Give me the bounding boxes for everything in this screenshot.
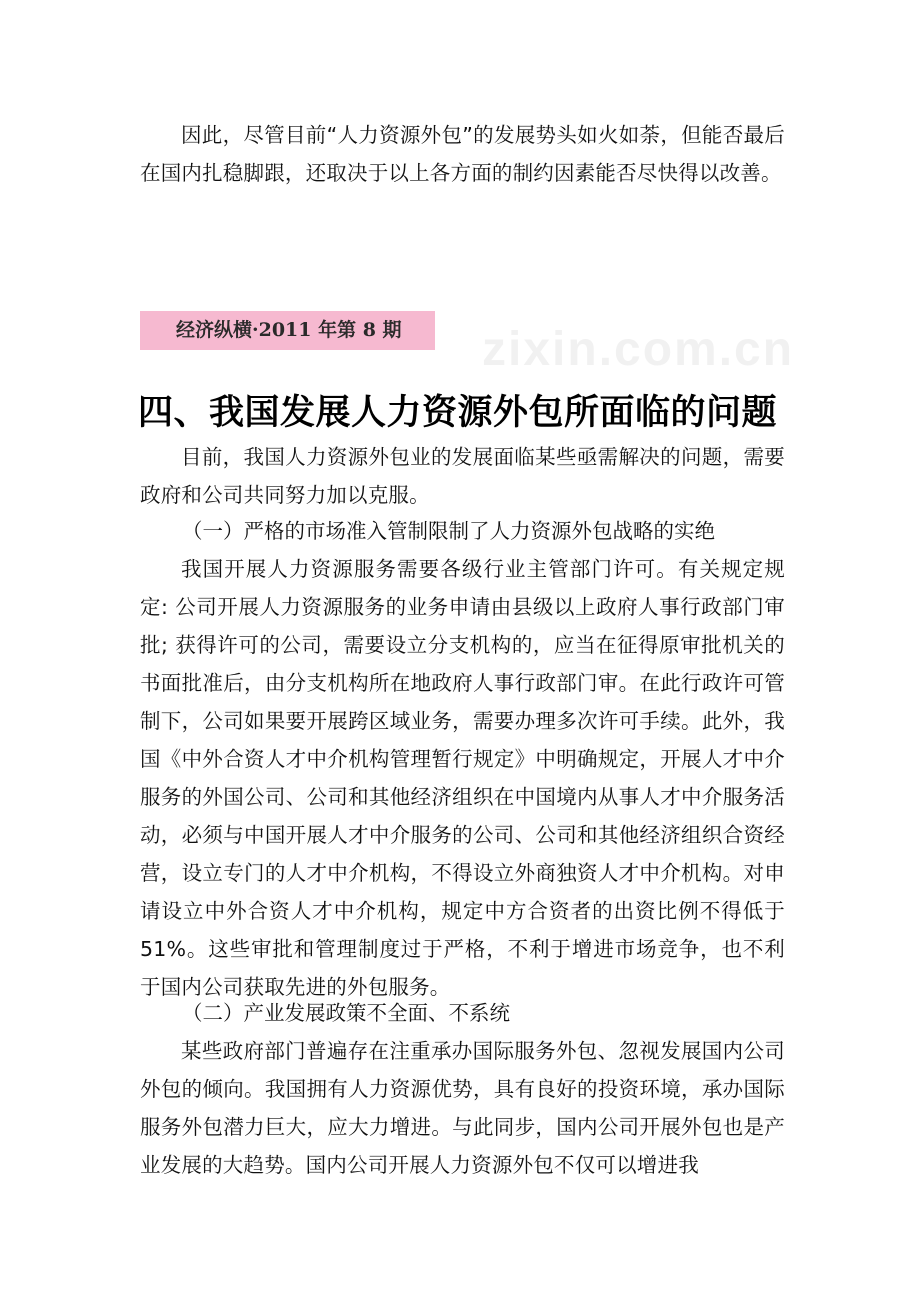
section-title: 四、我国发展人力资源外包所面临的问题 xyxy=(138,393,778,433)
subsection-2-heading: （二）产业发展政策不全面、不系统 xyxy=(182,1001,510,1025)
watermark: zixin.com.cn xyxy=(482,323,795,376)
journal-issue-banner xyxy=(140,311,435,350)
subsection-1-body: 我国开展人力资源服务需要各级行业主管部门许可。有关规定规定: 公司开展人力资源服务的业务申请由县级以上政府人事行政部门审批; 获得许可的公司，需要设立分支机构的，应当在征得原审批机关的书面批准后，由分支机构所在地政府人事行政部门审。在此行政许可管制下，公司如果要开展跨区域业务，需要办理多次许可手续。此外，我国《中外合资人才中介机构管理暂行规定》中明确规定，开展人才中介服务的外国公司、公司和其他经济组织在中国境内从事人才中介服务活动，必须与中国开展人才中介服务的公司、公司和其他经济组织合资经营，设立专门的人才中介机构，不得设立外商独资人才中介机构。对申请设立中外合资人才中介机构，规定中方合资者的出资比例不得低于 51%。这些审批和管理制度过于严格，不利于增进市场竞争，也不利于国内公司获取先进的外包服务。 xyxy=(140,557,785,999)
subsection-1-heading: （一）严格的市场准入管制限制了人力资源外包战略的实绝 xyxy=(182,519,715,543)
subsection-2-body: 某些政府部门普遍存在注重承办国际服务外包、忽视发展国内公司外包的倾向。我国拥有人力资源优势，具有良好的投资环境，承办国际服务外包潜力巨大，应大力增进。与此同步，国内公司开展外包也是产业发展的大趋势。国内公司开展人力资源外包不仅可以增进我 xyxy=(140,1039,785,1177)
journal-issue-label: 经济纵横·2011 年第 8 期 xyxy=(176,319,402,341)
intro-paragraph: 因此，尽管目前“人力资源外包”的发展势头如火如荼，但能否最后在国内扎稳脚跟，还取决于以上各方面的制约因素能否尽快得以改善。 xyxy=(140,123,785,185)
section-intro-paragraph: 目前，我国人力资源外包业的发展面临某些亟需解决的问题，需要政府和公司共同努力加以克服。 xyxy=(140,445,785,507)
